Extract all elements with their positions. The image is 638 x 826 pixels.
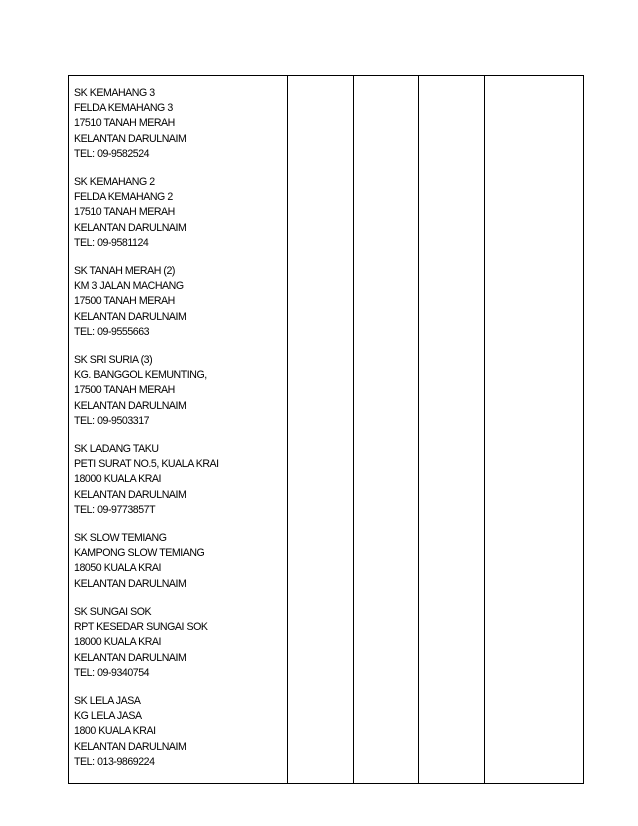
address-line: PETI SURAT NO.5, KUALA KRAI (74, 458, 219, 471)
blank-column-2 (354, 76, 419, 784)
telephone: TEL: 09-9582524 (74, 147, 150, 160)
school-name: SK KEMAHANG 2 (74, 176, 155, 189)
address-line: KAMPONG SLOW TEMIANG (74, 547, 205, 560)
school-entry (74, 175, 287, 251)
address-line: KG. BANGGOL KEMUNTING, (74, 369, 207, 382)
telephone: TEL: 013-9869224 (74, 755, 155, 768)
address-line: KG LELA JASA (74, 710, 142, 723)
state: KELANTAN DARULNAIM (74, 740, 187, 753)
state: KELANTAN DARULNAIM (74, 577, 187, 590)
school-name: SK SUNGAI SOK (74, 605, 152, 618)
state: KELANTAN DARULNAIM (74, 488, 187, 501)
school-name: SK LADANG TAKU (74, 443, 159, 456)
postcode-city: 1800 KUALA KRAI (74, 725, 156, 738)
school-name: SK TANAH MERAH (2) (74, 265, 175, 278)
blank-column-3 (419, 76, 485, 784)
school-entry (74, 694, 287, 770)
postcode-city: 17500 TANAH MERAH (74, 384, 175, 397)
school-entry (74, 86, 287, 162)
school-name: SK KEMAHANG 3 (74, 87, 155, 99)
address-line: RPT KESEDAR SUNGAI SOK (74, 621, 208, 634)
postcode-city: 17510 TANAH MERAH (74, 117, 175, 130)
state: KELANTAN DARULNAIM (74, 399, 187, 412)
state: KELANTAN DARULNAIM (74, 310, 187, 323)
school-name: SK SLOW TEMIANG (74, 532, 167, 545)
blank-column-1 (288, 76, 354, 784)
telephone: TEL: 09-9340754 (74, 666, 150, 679)
state: KELANTAN DARULNAIM (74, 132, 187, 145)
table-row (69, 76, 584, 784)
school-list (74, 86, 287, 770)
school-entry (74, 531, 287, 592)
postcode-city: 17500 TANAH MERAH (74, 295, 175, 308)
school-entry (74, 264, 287, 340)
postcode-city: 18000 KUALA KRAI (74, 636, 162, 649)
telephone: TEL: 09-9503317 (74, 414, 150, 427)
state: KELANTAN DARULNAIM (74, 651, 187, 664)
telephone: TEL: 09-9773857T (74, 503, 156, 516)
school-table (68, 75, 584, 784)
school-entry (74, 442, 287, 518)
postcode-city: 18050 KUALA KRAI (74, 562, 162, 575)
school-entry (74, 353, 287, 429)
address-line: KM 3 JALAN MACHANG (74, 280, 184, 293)
state: KELANTAN DARULNAIM (74, 221, 187, 234)
postcode-city: 18000 KUALA KRAI (74, 473, 162, 486)
postcode-city: 17510 TANAH MERAH (74, 206, 175, 219)
school-name: SK SRI SURIA (3) (74, 354, 153, 367)
school-entry (74, 605, 287, 681)
school-name: SK LELA JASA (74, 694, 141, 707)
telephone: TEL: 09-9555663 (74, 325, 150, 338)
blank-column-4 (485, 76, 584, 784)
telephone: TEL: 09-9581124 (74, 236, 149, 249)
address-line: FELDA KEMAHANG 2 (74, 191, 173, 204)
address-line: FELDA KEMAHANG 3 (74, 102, 173, 115)
school-list-cell (69, 76, 288, 784)
